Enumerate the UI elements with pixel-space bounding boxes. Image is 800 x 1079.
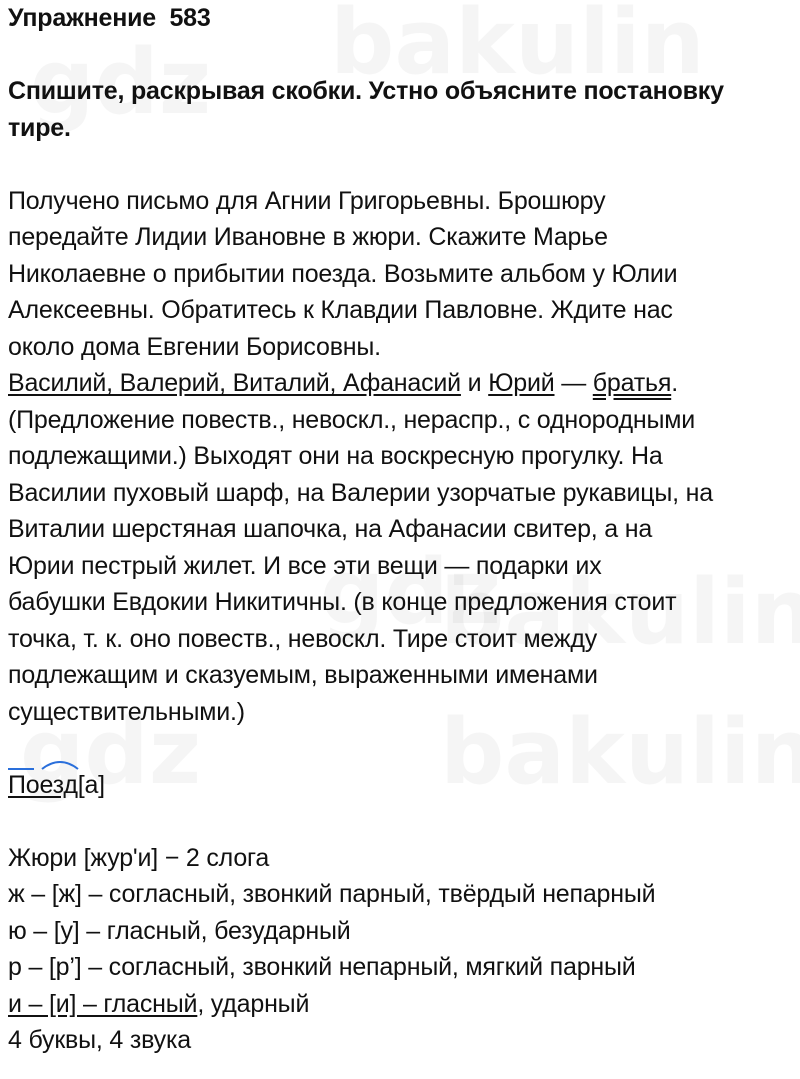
- text-line: Василии пуховый шарф, на Валерии узорчатые рукавицы, на: [8, 478, 713, 507]
- dash: —: [554, 369, 593, 397]
- text-line: Николаевне о прибытии поезда. Возьмите альбом у Юлии: [8, 259, 678, 288]
- text-line: бабушки Евдокии Никитичны. (в конце предложения стоит: [8, 588, 677, 616]
- phonetic-rest: , ударный: [197, 989, 310, 1018]
- phonetic-line-last: [8, 986, 798, 1023]
- stem-underlined: Поезд: [8, 770, 78, 799]
- exercise-page: [8, 0, 798, 1059]
- text-line: Алексеевны. Обратитесь к Клавдии Павловне. Ждите нас: [8, 296, 673, 324]
- phonetic-line: Жюри [жур'и] − 2 слога: [8, 843, 270, 872]
- text-line: (Предложение повеств., невоскл., нераспр., с однородными: [8, 405, 696, 434]
- phonetic-line: р – [р’] – согласный, звонкий непарный, мягкий парный: [8, 953, 636, 981]
- text-line: подлежащими.) Выходят они на воскресную прогулку. На: [8, 442, 663, 470]
- text-line: Получено письмо для Агнии Григорьевны. Брошюру: [8, 186, 606, 215]
- text-line: существительными.): [8, 697, 245, 726]
- root-arc-mark: [8, 757, 88, 771]
- text-line: передайте Лидии Ивановне в жюри. Скажите Марье: [8, 223, 608, 251]
- ending-mark: [а]: [77, 770, 105, 799]
- phonetic-summary: 4 буквы, 4 звука: [8, 1026, 191, 1054]
- text-line: около дома Евгении Борисовны.: [8, 332, 381, 361]
- sentence-end: .: [671, 369, 678, 397]
- conjunction: и: [460, 369, 489, 397]
- word-stem: [8, 767, 78, 804]
- task-line-2: тире.: [8, 113, 71, 142]
- exercise-title: Упражнение 583: [8, 4, 211, 32]
- text-line: подлежащим и сказуемым, выраженными именами: [8, 661, 598, 689]
- task-line-1: Спишите, раскрывая скобки. Устно объясните постановку: [8, 77, 724, 105]
- predicate-double-underlined: братья: [592, 369, 672, 397]
- subject-last-underlined: Юрий: [488, 369, 555, 397]
- morpheme-analysis: [8, 767, 798, 804]
- text-line: Юрии пестрый жилет. И все эти вещи — подарки их: [8, 551, 602, 580]
- text-line: точка, т. к. оно повеств., невоскл. Тире стоит между: [8, 624, 598, 653]
- phonetic-underlined: и – [и] – гласный: [8, 989, 198, 1018]
- phonetic-line: ю – [у] – гласный, безударный: [8, 916, 351, 945]
- analysis-sentence: [8, 365, 798, 402]
- subjects-underlined: Василий, Валерий, Виталий, Афанасий: [8, 369, 461, 397]
- text-line: Виталии шерстяная шапочка, на Афанасии свитер, а на: [8, 515, 653, 543]
- phonetic-line: ж – [ж] – согласный, звонкий парный, твёрдый непарный: [8, 880, 656, 908]
